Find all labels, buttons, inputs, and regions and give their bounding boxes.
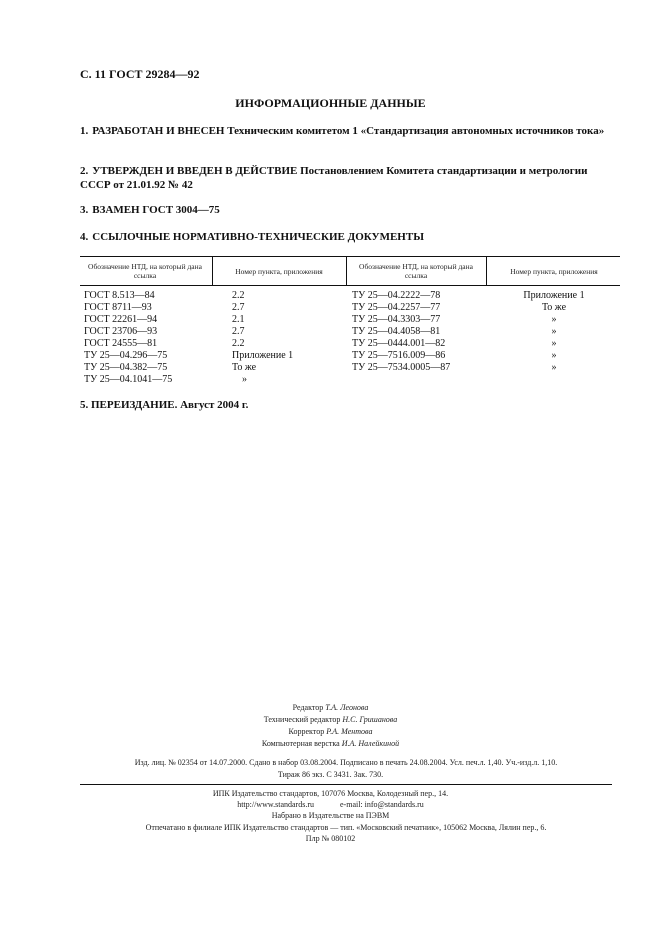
header-divider <box>486 257 487 285</box>
table-cell: Приложение 1 <box>232 350 294 361</box>
table-cell: ТУ 25—04.2257—77 <box>352 302 441 313</box>
left-docs-column <box>84 290 172 386</box>
header-doc-right: Обозначение НТД, на который дана ссылка <box>359 262 473 280</box>
section-lead: РАЗРАБОТАН И ВНЕСЕН <box>92 125 225 137</box>
table-cell: 2.2 <box>232 290 245 301</box>
credit-label: Редактор <box>292 703 324 712</box>
table-cell: ТУ 25—04.1041—75 <box>84 374 173 385</box>
imprint-line-2: Тираж 86 экз. С 3431. Зак. 730. <box>277 770 384 779</box>
table-cell: ТУ 25—04.3303—77 <box>352 314 441 325</box>
left-items-column <box>232 290 293 386</box>
email-link: e-mail: info@standards.ru <box>340 800 424 809</box>
table-cell: ТУ 25—04.2222—78 <box>352 290 441 301</box>
table-header-row <box>80 256 620 286</box>
table-cell: » <box>551 362 557 373</box>
table-cell: ТУ 25—0444.001—82 <box>352 338 446 349</box>
header-item-left: Номер пункта, приложения <box>235 266 323 276</box>
section-lead: ВЗАМЕН ГОСТ 3004—75 <box>92 204 220 216</box>
table-cell: ГОСТ 24555—81 <box>84 338 158 349</box>
license-number: Плр № 080102 <box>305 834 356 843</box>
section-1 <box>80 124 620 138</box>
section-lead: ССЫЛОЧНЫЕ НОРМАТИВНО-ТЕХНИЧЕСКИЕ ДОКУМЕНТЫ <box>92 231 424 243</box>
credit-label: Компьютерная верстка <box>261 739 340 748</box>
section-4 <box>80 230 620 244</box>
right-items-column <box>488 290 620 374</box>
credit-name: Р.А. Ментова <box>326 727 373 736</box>
credit-tech-editor <box>0 714 661 725</box>
credit-corrector <box>0 726 661 737</box>
right-docs-column <box>352 290 450 374</box>
table-cell: ТУ 25—04.296—75 <box>84 350 168 361</box>
divider-rule <box>80 784 612 785</box>
table-cell: ТУ 25—04.4058—81 <box>352 326 441 337</box>
table-cell: 2.2 <box>232 338 245 349</box>
edition-note <box>80 399 248 411</box>
section-2 <box>80 164 620 192</box>
table-cell: ТУ 25—7534.0005—87 <box>352 362 451 373</box>
table-cell: » <box>242 374 247 385</box>
table-cell: ГОСТ 22261—94 <box>84 314 158 325</box>
edition-text: ПЕРЕИЗДАНИЕ. Август 2004 г. <box>91 399 249 411</box>
typeset-note: Набрано в Издательстве на ПЭВМ <box>271 811 390 820</box>
publisher-contacts <box>0 800 661 809</box>
credit-name: И.А. Налейкиной <box>341 739 400 748</box>
table-cell: То же <box>232 362 257 373</box>
section-lead: УТВЕРЖДЕН И ВВЕДЕН В ДЕЙСТВИЕ <box>92 165 298 177</box>
publisher-address: ИПК Издательство стандартов, 107076 Москва, Колодезный пер., 14. <box>212 789 449 798</box>
section-text: Постановлением Комитета стандартизации и метрологии СССР от 21.01.92 № 42 <box>80 165 588 191</box>
credit-label: Корректор <box>288 727 325 736</box>
table-cell: ГОСТ 8.513—84 <box>84 290 155 301</box>
header-divider <box>212 257 213 285</box>
table-cell: ГОСТ 8711—93 <box>84 302 152 313</box>
credit-editor <box>0 702 661 713</box>
imprint-line-1: Изд. лиц. № 02354 от 14.07.2000. Сдано в набор 03.08.2004. Подписано в печать 24.08.2004. Усл. печ.л. 1,40. Уч.-изд.л. 1,10. <box>134 758 558 767</box>
section-number: 2. <box>80 165 89 177</box>
table-cell: Приложение 1 <box>523 290 585 301</box>
credit-name: Т.А. Леонова <box>325 703 369 712</box>
header-doc-left: Обозначение НТД, на который дана ссылка <box>88 262 202 280</box>
table-cell: ТУ 25—04.382—75 <box>84 362 168 373</box>
table-cell: 2.7 <box>232 302 245 313</box>
table-cell: 2.1 <box>232 314 245 325</box>
table-cell: » <box>551 350 557 361</box>
credit-name: Н.С. Гришанова <box>342 715 398 724</box>
table-cell: » <box>551 314 557 325</box>
section-number: 4. <box>80 231 89 243</box>
section-3 <box>80 203 620 217</box>
table-cell: » <box>551 326 557 337</box>
section-text: Техническим комитетом 1 «Стандартизация автономных источников тока» <box>224 125 605 137</box>
section-number: 5. <box>80 399 89 411</box>
credit-label: Технический редактор <box>263 715 341 724</box>
table-cell: 2.7 <box>232 326 245 337</box>
table-cell: » <box>551 338 557 349</box>
page-header: С. 11 ГОСТ 29284—92 <box>80 67 200 81</box>
table-cell: То же <box>541 302 567 313</box>
credit-layout <box>0 738 661 749</box>
section-number: 1. <box>80 125 89 137</box>
document-title: ИНФОРМАЦИОННЫЕ ДАННЫЕ <box>235 96 426 110</box>
header-divider <box>346 257 347 285</box>
table-cell: ГОСТ 23706—93 <box>84 326 158 337</box>
printed-at-note: Отпечатано в филиале ИПК Издательство стандартов — тип. «Московский печатник», 105062 Москва, Лялин пер., 6. <box>145 823 547 832</box>
website-link: http://www.standards.ru <box>237 800 314 809</box>
section-number: 3. <box>80 204 89 216</box>
header-item-right: Номер пункта, приложения <box>510 266 598 276</box>
table-cell: ТУ 25—7516.009—86 <box>352 350 446 361</box>
